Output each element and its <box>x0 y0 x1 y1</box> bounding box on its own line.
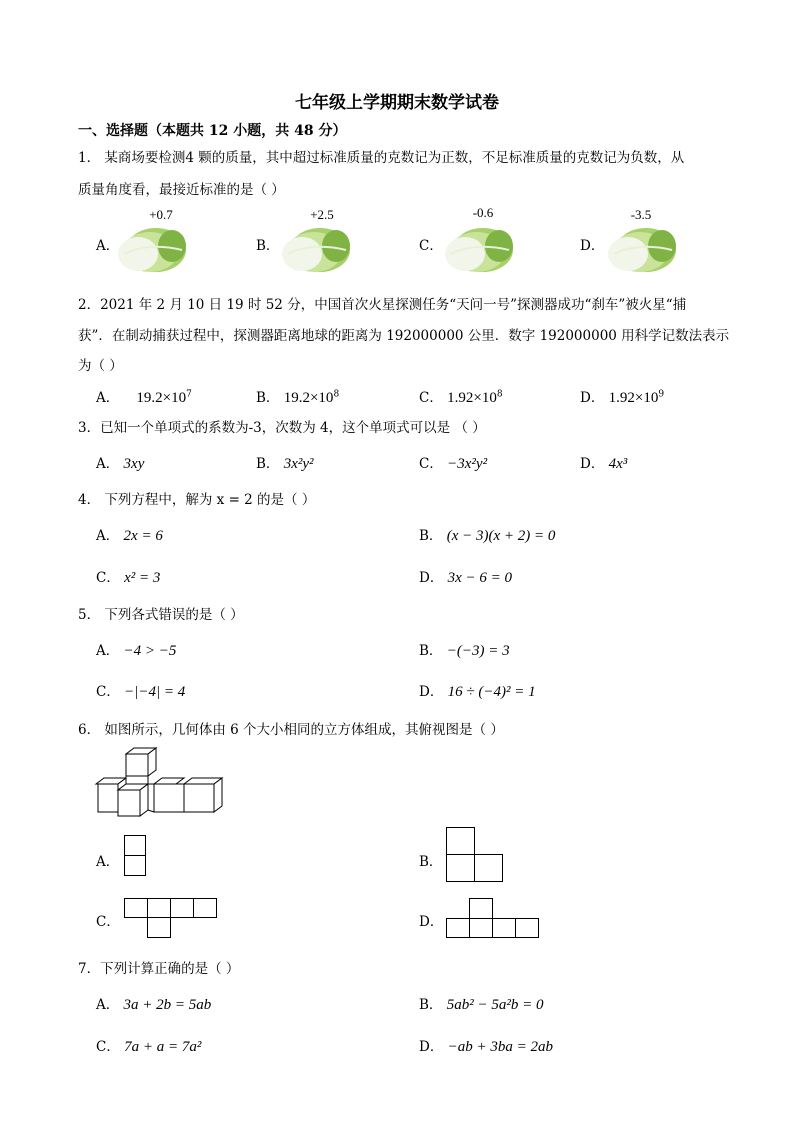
q3-option-d <box>580 452 627 473</box>
option-value: −4 > −5 <box>123 643 177 659</box>
q3-line1: 3．已知一个单项式的系数为-3，次数为 4，这个单项式可以是 （ ） <box>78 420 486 436</box>
q5-option-b <box>419 639 510 660</box>
option-value: −3x²y² <box>447 456 488 472</box>
top-view-option-a <box>124 835 146 877</box>
top-view-option-d <box>446 898 542 940</box>
q7-option-a <box>96 993 211 1014</box>
q4-option-d <box>419 566 512 587</box>
option-letter: A． <box>96 528 120 544</box>
q1-option-a-value: +0.7 <box>149 207 173 222</box>
option-value: 7a + a = 7a² <box>124 1039 202 1055</box>
q6-option-d-letter: D． <box>419 914 444 930</box>
option-value: 4x³ <box>608 456 628 472</box>
option-value: 19.2×10 <box>136 390 187 406</box>
option-exponent: 9 <box>658 389 665 400</box>
option-letter: D． <box>419 1039 444 1055</box>
option-letter: D． <box>419 684 444 700</box>
q1-option-c-letter: C． <box>419 238 443 254</box>
option-value: −|−4| = 4 <box>124 684 186 700</box>
option-value: 16 ÷ (−4)² = 1 <box>447 684 536 700</box>
option-value: 2x = 6 <box>123 528 163 544</box>
option-value: x² = 3 <box>124 570 161 586</box>
option-letter: D． <box>419 570 444 586</box>
option-letter: C． <box>419 390 443 406</box>
q1-option-d-value: -3.5 <box>630 207 652 222</box>
option-letter: B． <box>419 643 443 659</box>
top-view-option-b <box>446 827 504 883</box>
option-letter: B． <box>419 528 443 544</box>
option-letter: A． <box>96 390 120 406</box>
q6-line1: 6． 如图所示，几何体由 6 个大小相同的立方体组成，其俯视图是（ ） <box>78 722 504 738</box>
q4-line1: 4． 下列方程中，解为 x = 2 的是（ ） <box>78 492 316 508</box>
option-letter: A． <box>96 643 120 659</box>
q1-option-d-letter: D． <box>580 238 605 254</box>
option-value: 3a + 2b = 5ab <box>123 997 212 1013</box>
option-exponent: 7 <box>186 389 192 400</box>
cube-solid-figure <box>96 746 226 820</box>
option-value: 1.92×10 <box>447 390 497 406</box>
option-value: 3x − 6 = 0 <box>447 570 513 586</box>
option-value: −(−3) = 3 <box>446 643 510 659</box>
option-letter: C． <box>96 684 120 700</box>
cabbage-icon <box>445 224 515 276</box>
q6-option-c-letter: C． <box>96 914 120 930</box>
option-letter: D． <box>580 456 605 472</box>
q6-option-a-letter: A． <box>96 854 120 870</box>
q5-option-d <box>419 680 536 701</box>
q1-option-b-value: +2.5 <box>310 207 334 222</box>
option-exponent: 8 <box>333 389 340 400</box>
q5-option-c <box>96 680 185 701</box>
q1-line2: 质量角度看，最接近标准的是（ ） <box>78 182 285 198</box>
option-letter: B． <box>256 390 280 406</box>
q2-option-b <box>256 386 339 407</box>
option-value: 1.92×10 <box>608 390 659 406</box>
q4-option-b <box>419 524 555 545</box>
q4-option-a <box>96 524 163 545</box>
option-letter: C． <box>96 570 120 586</box>
q2-option-d <box>580 386 664 407</box>
cabbage-icon <box>282 224 352 276</box>
option-value: −ab + 3ba = 2ab <box>447 1039 553 1055</box>
q5-line1: 5． 下列各式错误的是（ ） <box>78 607 244 623</box>
q2-line3: 为（ ） <box>78 358 123 374</box>
option-letter: B． <box>419 997 443 1013</box>
option-letter: D． <box>580 390 605 406</box>
option-value: 5ab² − 5a²b = 0 <box>446 997 544 1013</box>
option-value: (x − 3)(x + 2) = 0 <box>446 528 556 544</box>
q5-option-a <box>96 639 176 660</box>
cabbage-icon <box>118 224 188 276</box>
q1-line1: 1． 某商场要检测4 颗的质量，其中超过标准质量的克数记为正数，不足标准质量的克数记为负数，从 <box>78 150 685 166</box>
option-value: 3xy <box>123 456 145 472</box>
page-title: 七年级上学期期末数学试卷 <box>295 93 499 113</box>
option-value: 3x²y² <box>283 456 314 472</box>
q6-option-b-letter: B． <box>419 854 443 870</box>
option-value: 19.2×10 <box>283 390 334 406</box>
q7-option-b <box>419 993 543 1014</box>
q7-option-d <box>419 1035 553 1056</box>
option-letter: C． <box>96 1039 120 1055</box>
q3-option-b <box>256 452 314 473</box>
q3-option-a <box>96 452 144 473</box>
q3-option-c <box>419 452 487 473</box>
q2-option-c <box>419 386 503 407</box>
section-heading: 一、选择题（本题共 12 小题，共 48 分） <box>78 123 347 139</box>
option-letter: C． <box>419 456 443 472</box>
q1-option-b-letter: B． <box>256 238 280 254</box>
q2-line2: 获”．在制动捕获过程中，探测器距离地球的距离为 192000000 公里．数字 192000000 用科学记数法表示 <box>78 328 730 344</box>
top-view-option-c <box>124 898 218 940</box>
option-exponent: 8 <box>496 389 503 400</box>
q7-option-c <box>96 1035 201 1056</box>
option-letter: B． <box>256 456 280 472</box>
q1-option-a-letter: A． <box>96 238 120 254</box>
q2-line1: 2．2021 年 2 月 10 日 19 时 52 分，中国首次火星探测任务“天问一号”探测器成功“刹车”被火星“捕 <box>78 297 687 313</box>
q2-option-a <box>96 386 192 407</box>
option-letter: A． <box>96 456 120 472</box>
cabbage-icon <box>608 224 678 276</box>
q4-option-c <box>96 566 160 587</box>
q1-option-c-value: -0.6 <box>472 205 494 220</box>
q7-line1: 7．下列计算正确的是（ ） <box>78 961 240 977</box>
option-letter: A． <box>96 997 120 1013</box>
